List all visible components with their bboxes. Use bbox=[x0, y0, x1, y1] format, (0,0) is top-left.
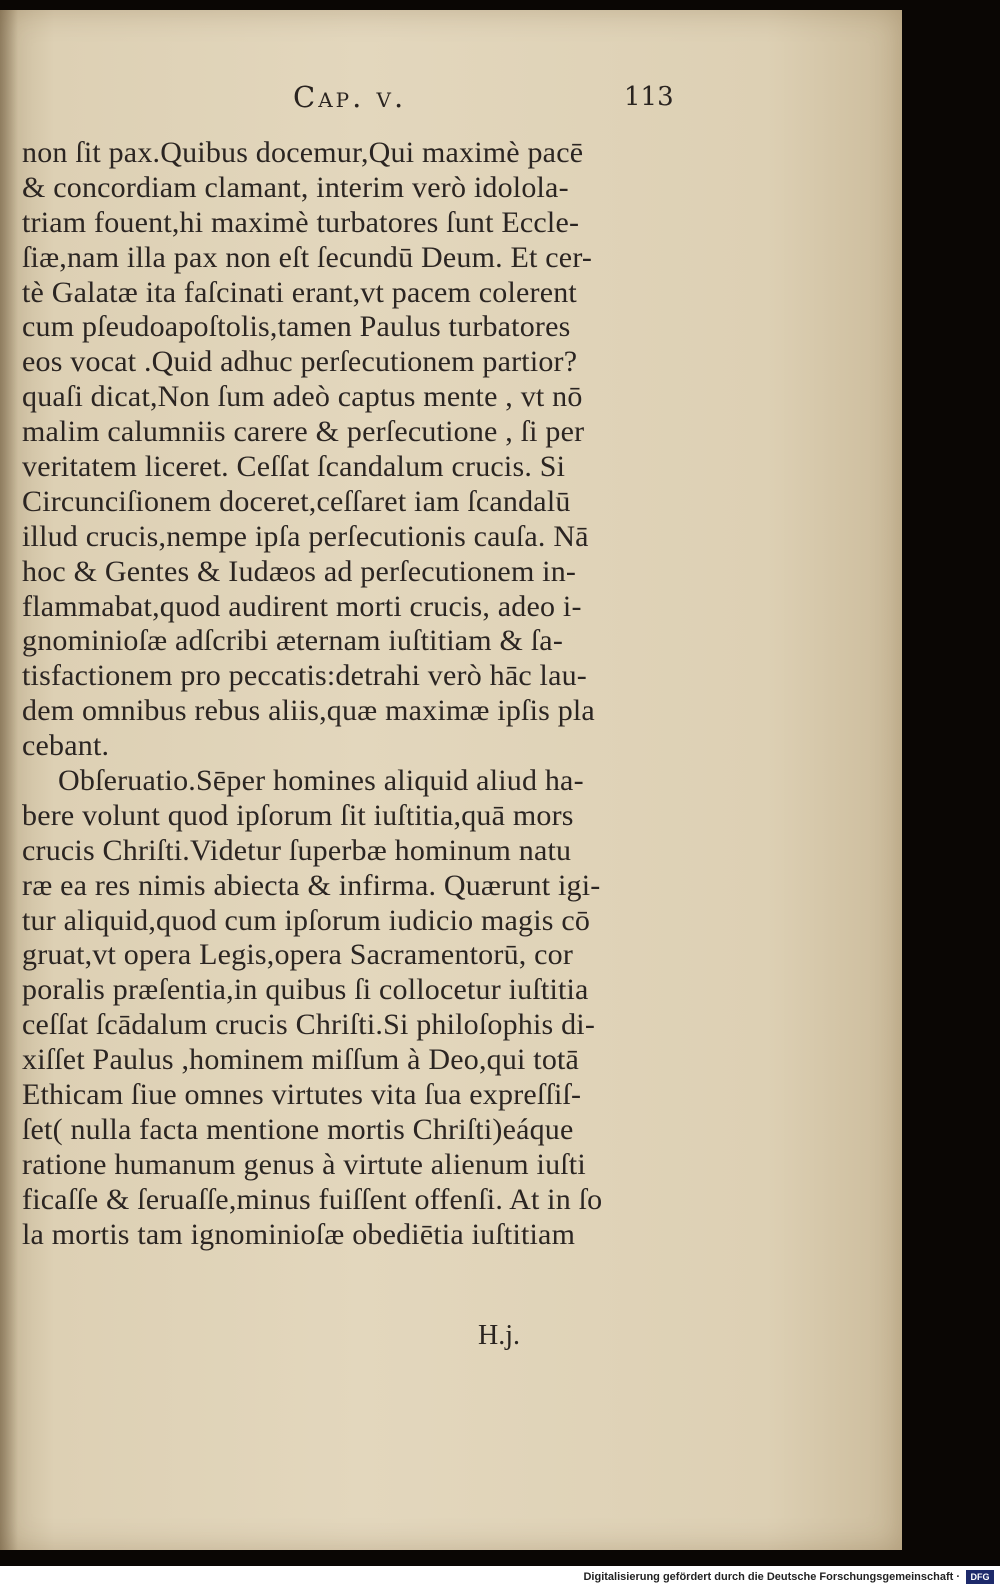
text-line: tur aliquid,quod cum ipſorum iudicio magis cō bbox=[22, 903, 591, 937]
text-line: illud crucis,nempe ipſa perſecutionis cauſa. Nā bbox=[22, 519, 589, 553]
text-line: crucis Chriſti.Videtur ſuperbæ hominum natu bbox=[22, 833, 572, 867]
text-line: dem omnibus rebus aliis,quæ maximæ ipſis pla bbox=[22, 694, 595, 728]
signature-mark: H.j. bbox=[478, 1320, 520, 1351]
funding-credit: Digitalisierung gefördert durch die Deutsche Forschungsgemeinschaft · bbox=[583, 1571, 960, 1583]
text-line: hoc & Gentes & Iudæos ad perſecutionem in- bbox=[22, 554, 577, 588]
text-line: veritatem liceret. Ceſſat ſcandalum crucis. Si bbox=[22, 450, 566, 484]
body-text bbox=[22, 136, 672, 1253]
text-line: non ſit pax.Quibus docemur,Qui maximè pacē bbox=[22, 136, 584, 169]
text-line: gruat,vt opera Legis,opera Sacramentorū, cor bbox=[22, 938, 574, 972]
running-head: Cap. v. bbox=[293, 80, 407, 114]
text-line: Ethicam ſiue omnes virtutes vita ſua expreſſiſ- bbox=[22, 1078, 582, 1112]
text-line: la mortis tam ignominioſæ obediētia iuſtitiam bbox=[22, 1217, 576, 1251]
text-line: flammabat,quod audirent morti crucis, adeo i- bbox=[22, 589, 582, 623]
text-line: tisfactionem pro peccatis:detrahi verò hāc lau- bbox=[22, 659, 587, 693]
text-line: xiſſet Paulus ,hominem miſſum à Deo,qui totā bbox=[22, 1043, 580, 1077]
text-line: ficaſſe & ſeruaſſe,minus fuiſſent offenſi. At in ſo bbox=[22, 1182, 603, 1216]
text-line: & concordiam clamant, interim verò idolola- bbox=[22, 170, 569, 204]
digitization-footer bbox=[0, 1566, 1000, 1590]
text-line: quaſi dicat,Non ſum adeò captus mente , vt nō bbox=[22, 380, 583, 414]
page-header bbox=[0, 80, 902, 124]
text-line: ſet( nulla facta mentione mortis Chriſti)eáque bbox=[22, 1112, 574, 1146]
text-line: cebant. bbox=[22, 729, 110, 763]
text-line: ræ ea res nimis abiecta & infirma. Quærunt igi- bbox=[22, 868, 601, 902]
book-page bbox=[0, 10, 902, 1550]
text-line: cum pſeudoapoſtolis,tamen Paulus turbatores bbox=[22, 310, 571, 344]
text-line: Circunciſionem doceret,ceſſaret iam ſcandalū bbox=[22, 484, 571, 518]
text-line: ceſſat ſcādalum crucis Chriſti.Si philoſophis di- bbox=[22, 1008, 596, 1042]
text-line: gnominioſæ adſcribi æternam iuſtitiam & ſa- bbox=[22, 624, 564, 658]
text-line: tè Galatæ ita faſcinati erant,vt pacem colerent bbox=[22, 275, 577, 309]
text-line: Obſeruatio.Sēper homines aliquid aliud ha- bbox=[58, 764, 584, 798]
text-line: triam fouent,hi maximè turbatores ſunt Eccle- bbox=[22, 205, 580, 239]
text-line: eos vocat .Quid adhuc perſecutionem partior? bbox=[22, 345, 578, 379]
text-line: malim calumniis carere & perſecutione , ſi per bbox=[22, 415, 585, 449]
text-line: ratione humanum genus à virtute alienum iuſti bbox=[22, 1147, 586, 1181]
text-line: ſiæ,nam illa pax non eſt ſecundū Deum. Et cer- bbox=[22, 240, 593, 274]
text-line: bere volunt quod ipſorum ſit iuſtitia,quā mors bbox=[22, 798, 574, 832]
text-line: poralis præſentia,in quibus ſi collocetur iuſtitia bbox=[22, 973, 589, 1007]
page-number: 113 bbox=[624, 82, 674, 112]
dfg-logo: DFG bbox=[966, 1570, 994, 1584]
